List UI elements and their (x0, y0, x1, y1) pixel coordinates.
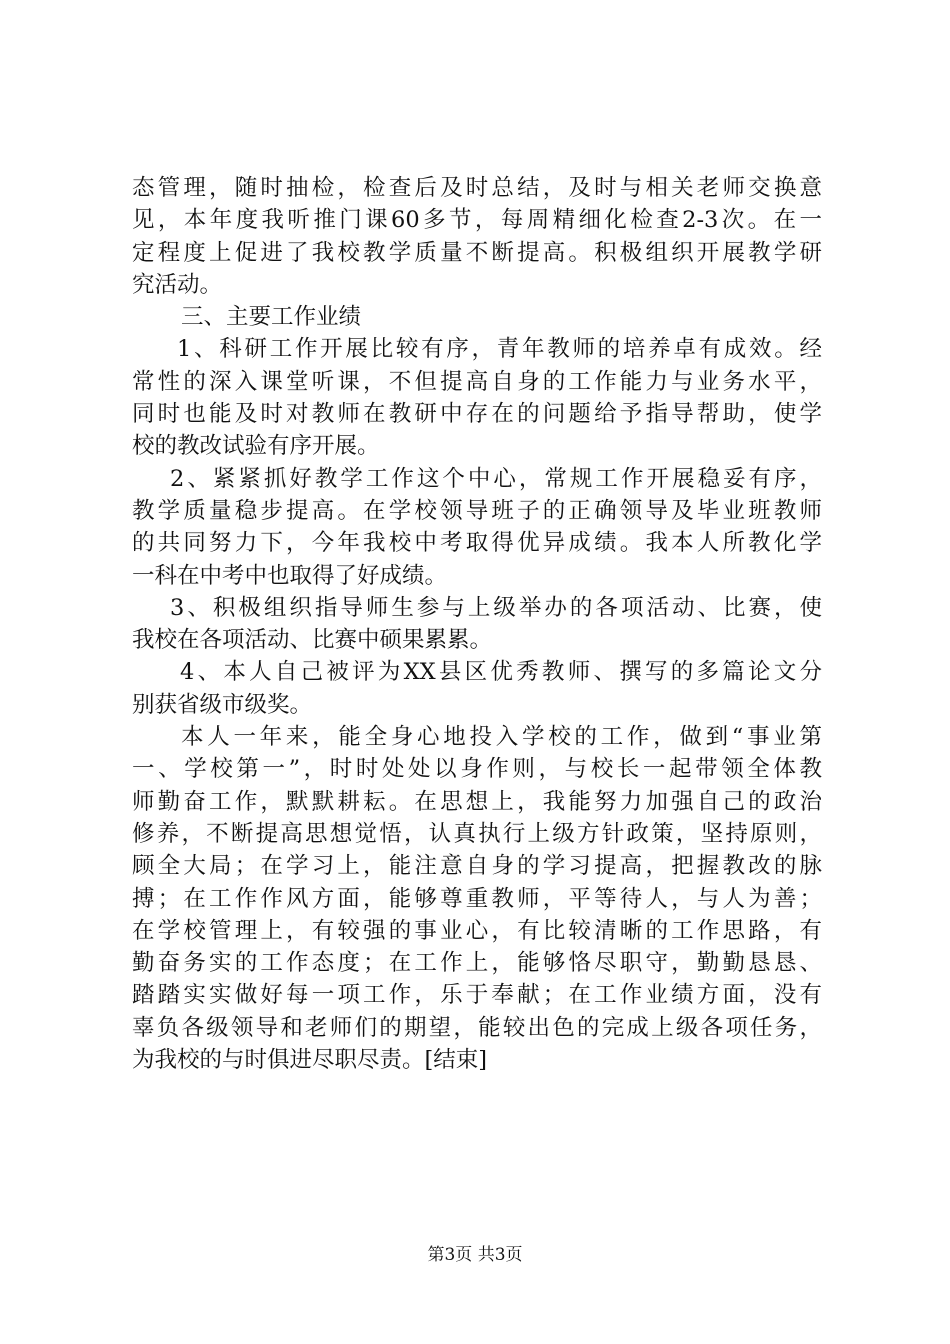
text-line: 搏；在工作作风方面，能够尊重教师，平等待人，与人为善； (132, 885, 822, 912)
text-line: 勤奋务实的工作态度；在工作上，能够恪尽职守，勤勤恳恳、 (132, 950, 822, 977)
text-line: 本人一年来，能全身心地投入学校的工作，做到“事业第 (181, 724, 822, 751)
text-line: 踏踏实实做好每一项工作，乐于奉献；在工作业绩方面，没有 (132, 982, 822, 1009)
text-line: 4、本人自己被评为XX县区优秀教师、撰写的多篇论文分 (180, 659, 822, 686)
text-line: 顾全大局；在学习上，能注意自身的学习提高，把握教改的脉 (132, 853, 822, 880)
text-line: 见，本年度我听推门课60多节，每周精细化检查2-3次。在一 (132, 207, 822, 234)
text-line: 2、紧紧抓好教学工作这个中心，常规工作开展稳妥有序， (170, 465, 822, 492)
text-line: 的共同努力下，今年我校中考取得优异成绩。我本人所教化学 (132, 530, 822, 557)
text-line: 同时也能及时对教师在教研中存在的问题给予指导帮助，使学 (132, 401, 822, 428)
text-line: 师勤奋工作，默默耕耘。在思想上，我能努力加强自己的政治 (132, 788, 822, 815)
text-line: 3、积极组织指导师生参与上级举办的各项活动、比赛，使 (170, 594, 822, 621)
text-line: 一科在中考中也取得了好成绩。 (132, 562, 448, 589)
page-number-footer: 第3页 共3页 (427, 1245, 523, 1265)
text-line: 辜负各级领导和老师们的期望，能较出色的完成上级各项任务， (132, 1014, 822, 1041)
text-line: 我校在各项活动、比赛中硕果累累。 (132, 627, 493, 654)
text-line: 究活动。 (132, 271, 223, 298)
text-line: 态管理，随时抽检，检查后及时总结，及时与相关老师交换意 (132, 175, 822, 201)
text-line: 1、科研工作开展比较有序，青年教师的培养卓有成效。经 (177, 336, 822, 363)
text-line: 一、学校第一”，时时处处以身作则，与校长一起带领全体教 (132, 756, 822, 783)
text-line: 教学质量稳步提高。在学校领导班子的正确领导及毕业班教师 (132, 497, 822, 524)
text-line: 在学校管理上，有较强的事业心，有比较清晰的工作思路，有 (132, 917, 822, 944)
text-line: 校的教改试验有序开展。 (132, 433, 380, 460)
text-line: 修养，不断提高思想觉悟，认真执行上级方针政策，坚持原则， (132, 820, 822, 847)
section-heading: 三、主要工作业绩 (181, 304, 362, 331)
text-line: 常性的深入课堂听课，不但提高自身的工作能力与业务水平， (132, 368, 822, 395)
text-line: 定程度上促进了我校教学质量不断提高。积极组织开展教学研 (132, 239, 822, 266)
text-line: 别获省级市级奖。 (132, 691, 313, 718)
document-body (132, 172, 822, 1076)
text-line: 为我校的与时俱进尽职尽责。[结束] (132, 1047, 488, 1074)
